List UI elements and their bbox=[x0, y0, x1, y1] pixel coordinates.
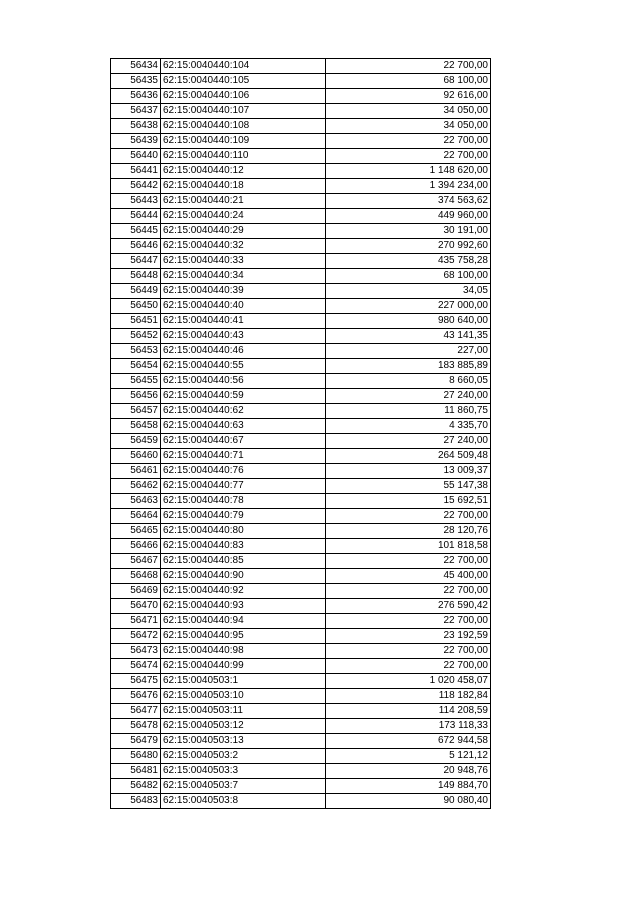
table-row bbox=[111, 59, 491, 74]
cadastral-number-cell: 62:15:0040440:90 bbox=[161, 569, 326, 584]
cadastral-value-cell: 4 335,70 bbox=[326, 419, 491, 434]
row-number-cell: 56468 bbox=[111, 569, 161, 584]
row-number-cell: 56463 bbox=[111, 494, 161, 509]
row-number-cell: 56462 bbox=[111, 479, 161, 494]
table-row bbox=[111, 269, 491, 284]
row-number-cell: 56456 bbox=[111, 389, 161, 404]
row-number-cell: 56482 bbox=[111, 779, 161, 794]
cadastral-value-cell: 22 700,00 bbox=[326, 659, 491, 674]
cadastral-number-cell: 62:15:0040440:46 bbox=[161, 344, 326, 359]
cadastral-value-cell: 1 020 458,07 bbox=[326, 674, 491, 689]
cadastral-number-cell: 62:15:0040440:98 bbox=[161, 644, 326, 659]
cadastral-number-cell: 62:15:0040440:34 bbox=[161, 269, 326, 284]
row-number-cell: 56449 bbox=[111, 284, 161, 299]
row-number-cell: 56478 bbox=[111, 719, 161, 734]
table-row bbox=[111, 794, 491, 809]
cadastral-value-cell: 43 141,35 bbox=[326, 329, 491, 344]
row-number-cell: 56481 bbox=[111, 764, 161, 779]
table-row bbox=[111, 299, 491, 314]
row-number-cell: 56476 bbox=[111, 689, 161, 704]
cadastral-number-cell: 62:15:0040440:63 bbox=[161, 419, 326, 434]
cadastral-value-cell: 22 700,00 bbox=[326, 644, 491, 659]
cadastral-number-cell: 62:15:0040503:10 bbox=[161, 689, 326, 704]
table-row bbox=[111, 494, 491, 509]
row-number-cell: 56459 bbox=[111, 434, 161, 449]
row-number-cell: 56447 bbox=[111, 254, 161, 269]
row-number-cell: 56450 bbox=[111, 299, 161, 314]
row-number-cell: 56435 bbox=[111, 74, 161, 89]
table-row bbox=[111, 359, 491, 374]
table-row bbox=[111, 344, 491, 359]
row-number-cell: 56469 bbox=[111, 584, 161, 599]
row-number-cell: 56479 bbox=[111, 734, 161, 749]
row-number-cell: 56438 bbox=[111, 119, 161, 134]
cadastral-value-cell: 30 191,00 bbox=[326, 224, 491, 239]
row-number-cell: 56455 bbox=[111, 374, 161, 389]
cadastral-value-cell: 34 050,00 bbox=[326, 119, 491, 134]
row-number-cell: 56442 bbox=[111, 179, 161, 194]
table-row bbox=[111, 749, 491, 764]
table-row bbox=[111, 674, 491, 689]
table-row bbox=[111, 719, 491, 734]
cadastral-number-cell: 62:15:0040440:62 bbox=[161, 404, 326, 419]
table-row bbox=[111, 419, 491, 434]
table-row bbox=[111, 374, 491, 389]
row-number-cell: 56441 bbox=[111, 164, 161, 179]
cadastral-value-cell: 22 700,00 bbox=[326, 134, 491, 149]
row-number-cell: 56470 bbox=[111, 599, 161, 614]
table-row bbox=[111, 134, 491, 149]
table-row bbox=[111, 404, 491, 419]
cadastral-value-cell: 270 992,60 bbox=[326, 239, 491, 254]
cadastral-number-cell: 62:15:0040440:59 bbox=[161, 389, 326, 404]
cadastral-value-cell: 20 948,76 bbox=[326, 764, 491, 779]
table-row bbox=[111, 74, 491, 89]
cadastral-number-cell: 62:15:0040440:40 bbox=[161, 299, 326, 314]
table-row bbox=[111, 704, 491, 719]
cadastral-value-cell: 149 884,70 bbox=[326, 779, 491, 794]
cadastral-number-cell: 62:15:0040440:29 bbox=[161, 224, 326, 239]
table-row bbox=[111, 539, 491, 554]
cadastral-number-cell: 62:15:0040440:107 bbox=[161, 104, 326, 119]
cadastral-number-cell: 62:15:0040440:104 bbox=[161, 59, 326, 74]
cadastral-value-cell: 264 509,48 bbox=[326, 449, 491, 464]
row-number-cell: 56467 bbox=[111, 554, 161, 569]
cadastral-value-cell: 15 692,51 bbox=[326, 494, 491, 509]
cadastral-number-cell: 62:15:0040440:33 bbox=[161, 254, 326, 269]
table-row bbox=[111, 599, 491, 614]
cadastral-value-cell: 28 120,76 bbox=[326, 524, 491, 539]
cadastral-number-cell: 62:15:0040503:11 bbox=[161, 704, 326, 719]
cadastral-value-cell: 1 148 620,00 bbox=[326, 164, 491, 179]
row-number-cell: 56473 bbox=[111, 644, 161, 659]
cadastral-value-cell: 374 563,62 bbox=[326, 194, 491, 209]
cadastral-number-cell: 62:15:0040440:95 bbox=[161, 629, 326, 644]
cadastral-value-cell: 101 818,58 bbox=[326, 539, 491, 554]
table-row bbox=[111, 284, 491, 299]
row-number-cell: 56451 bbox=[111, 314, 161, 329]
table-row bbox=[111, 254, 491, 269]
cadastral-value-cell: 672 944,58 bbox=[326, 734, 491, 749]
row-number-cell: 56480 bbox=[111, 749, 161, 764]
row-number-cell: 56445 bbox=[111, 224, 161, 239]
cadastral-number-cell: 62:15:0040503:13 bbox=[161, 734, 326, 749]
cadastral-number-cell: 62:15:0040440:32 bbox=[161, 239, 326, 254]
cadastral-number-cell: 62:15:0040440:94 bbox=[161, 614, 326, 629]
cadastral-number-cell: 62:15:0040440:18 bbox=[161, 179, 326, 194]
cadastral-number-cell: 62:15:0040440:78 bbox=[161, 494, 326, 509]
cadastral-number-cell: 62:15:0040440:24 bbox=[161, 209, 326, 224]
row-number-cell: 56474 bbox=[111, 659, 161, 674]
table-row bbox=[111, 239, 491, 254]
cadastral-number-cell: 62:15:0040440:77 bbox=[161, 479, 326, 494]
cadastral-number-cell: 62:15:0040440:12 bbox=[161, 164, 326, 179]
row-number-cell: 56465 bbox=[111, 524, 161, 539]
cadastral-value-cell: 22 700,00 bbox=[326, 509, 491, 524]
cadastral-value-cell: 23 192,59 bbox=[326, 629, 491, 644]
row-number-cell: 56436 bbox=[111, 89, 161, 104]
cadastral-number-cell: 62:15:0040440:99 bbox=[161, 659, 326, 674]
cadastral-number-cell: 62:15:0040440:93 bbox=[161, 599, 326, 614]
cadastral-value-cell: 449 960,00 bbox=[326, 209, 491, 224]
table-row bbox=[111, 329, 491, 344]
cadastral-number-cell: 62:15:0040440:79 bbox=[161, 509, 326, 524]
cadastral-number-cell: 62:15:0040503:2 bbox=[161, 749, 326, 764]
table-row bbox=[111, 689, 491, 704]
cadastral-number-cell: 62:15:0040440:106 bbox=[161, 89, 326, 104]
cadastral-value-cell: 5 121,12 bbox=[326, 749, 491, 764]
cadastral-value-table bbox=[110, 58, 491, 809]
table-row bbox=[111, 164, 491, 179]
row-number-cell: 56460 bbox=[111, 449, 161, 464]
table-row bbox=[111, 194, 491, 209]
row-number-cell: 56475 bbox=[111, 674, 161, 689]
cadastral-number-cell: 62:15:0040440:56 bbox=[161, 374, 326, 389]
cadastral-number-cell: 62:15:0040440:85 bbox=[161, 554, 326, 569]
table-row bbox=[111, 614, 491, 629]
table-row bbox=[111, 509, 491, 524]
table-row bbox=[111, 779, 491, 794]
row-number-cell: 56472 bbox=[111, 629, 161, 644]
cadastral-value-cell: 227 000,00 bbox=[326, 299, 491, 314]
cadastral-value-cell: 27 240,00 bbox=[326, 389, 491, 404]
cadastral-value-cell: 34 050,00 bbox=[326, 104, 491, 119]
cadastral-number-cell: 62:15:0040440:80 bbox=[161, 524, 326, 539]
row-number-cell: 56437 bbox=[111, 104, 161, 119]
row-number-cell: 56440 bbox=[111, 149, 161, 164]
row-number-cell: 56452 bbox=[111, 329, 161, 344]
cadastral-value-cell: 8 660,05 bbox=[326, 374, 491, 389]
cadastral-number-cell: 62:15:0040440:71 bbox=[161, 449, 326, 464]
cadastral-value-cell: 90 080,40 bbox=[326, 794, 491, 809]
cadastral-value-cell: 114 208,59 bbox=[326, 704, 491, 719]
row-number-cell: 56434 bbox=[111, 59, 161, 74]
table-row bbox=[111, 644, 491, 659]
cadastral-value-cell: 68 100,00 bbox=[326, 269, 491, 284]
table-row bbox=[111, 449, 491, 464]
cadastral-value-cell: 118 182,84 bbox=[326, 689, 491, 704]
table-row bbox=[111, 659, 491, 674]
row-number-cell: 56444 bbox=[111, 209, 161, 224]
cadastral-value-cell: 55 147,38 bbox=[326, 479, 491, 494]
cadastral-number-cell: 62:15:0040503:7 bbox=[161, 779, 326, 794]
row-number-cell: 56477 bbox=[111, 704, 161, 719]
cadastral-number-cell: 62:15:0040503:8 bbox=[161, 794, 326, 809]
cadastral-value-cell: 183 885,89 bbox=[326, 359, 491, 374]
cadastral-number-cell: 62:15:0040440:21 bbox=[161, 194, 326, 209]
cadastral-value-cell: 68 100,00 bbox=[326, 74, 491, 89]
cadastral-value-cell: 227,00 bbox=[326, 344, 491, 359]
cadastral-value-cell: 45 400,00 bbox=[326, 569, 491, 584]
row-number-cell: 56454 bbox=[111, 359, 161, 374]
table-row bbox=[111, 89, 491, 104]
cadastral-number-cell: 62:15:0040440:108 bbox=[161, 119, 326, 134]
cadastral-value-cell: 276 590,42 bbox=[326, 599, 491, 614]
row-number-cell: 56466 bbox=[111, 539, 161, 554]
table-row bbox=[111, 104, 491, 119]
table-row bbox=[111, 569, 491, 584]
row-number-cell: 56443 bbox=[111, 194, 161, 209]
cadastral-value-cell: 22 700,00 bbox=[326, 554, 491, 569]
table-row bbox=[111, 584, 491, 599]
table-row bbox=[111, 434, 491, 449]
table-row bbox=[111, 734, 491, 749]
row-number-cell: 56458 bbox=[111, 419, 161, 434]
cadastral-number-cell: 62:15:0040440:109 bbox=[161, 134, 326, 149]
table-row bbox=[111, 629, 491, 644]
table-row bbox=[111, 389, 491, 404]
row-number-cell: 56448 bbox=[111, 269, 161, 284]
table-row bbox=[111, 314, 491, 329]
table-row bbox=[111, 479, 491, 494]
table-row bbox=[111, 119, 491, 134]
cadastral-number-cell: 62:15:0040440:41 bbox=[161, 314, 326, 329]
cadastral-value-cell: 11 860,75 bbox=[326, 404, 491, 419]
cadastral-value-cell: 22 700,00 bbox=[326, 149, 491, 164]
cadastral-value-cell: 27 240,00 bbox=[326, 434, 491, 449]
table-row bbox=[111, 179, 491, 194]
table-row bbox=[111, 209, 491, 224]
cadastral-value-cell: 1 394 234,00 bbox=[326, 179, 491, 194]
table-row bbox=[111, 764, 491, 779]
row-number-cell: 56446 bbox=[111, 239, 161, 254]
cadastral-number-cell: 62:15:0040440:83 bbox=[161, 539, 326, 554]
cadastral-value-cell: 435 758,28 bbox=[326, 254, 491, 269]
row-number-cell: 56483 bbox=[111, 794, 161, 809]
row-number-cell: 56457 bbox=[111, 404, 161, 419]
table-row bbox=[111, 224, 491, 239]
cadastral-number-cell: 62:15:0040440:105 bbox=[161, 74, 326, 89]
cadastral-value-cell: 980 640,00 bbox=[326, 314, 491, 329]
row-number-cell: 56453 bbox=[111, 344, 161, 359]
cadastral-number-cell: 62:15:0040440:76 bbox=[161, 464, 326, 479]
row-number-cell: 56461 bbox=[111, 464, 161, 479]
table-row bbox=[111, 149, 491, 164]
cadastral-number-cell: 62:15:0040440:43 bbox=[161, 329, 326, 344]
cadastral-value-cell: 34,05 bbox=[326, 284, 491, 299]
table-body bbox=[111, 59, 491, 809]
cadastral-number-cell: 62:15:0040440:67 bbox=[161, 434, 326, 449]
cadastral-value-cell: 173 118,33 bbox=[326, 719, 491, 734]
cadastral-value-cell: 13 009,37 bbox=[326, 464, 491, 479]
cadastral-number-cell: 62:15:0040440:39 bbox=[161, 284, 326, 299]
cadastral-number-cell: 62:15:0040503:3 bbox=[161, 764, 326, 779]
row-number-cell: 56439 bbox=[111, 134, 161, 149]
table-row bbox=[111, 554, 491, 569]
cadastral-value-cell: 22 700,00 bbox=[326, 584, 491, 599]
cadastral-value-cell: 92 616,00 bbox=[326, 89, 491, 104]
table-row bbox=[111, 464, 491, 479]
cadastral-number-cell: 62:15:0040440:110 bbox=[161, 149, 326, 164]
cadastral-number-cell: 62:15:0040440:55 bbox=[161, 359, 326, 374]
cadastral-number-cell: 62:15:0040503:1 bbox=[161, 674, 326, 689]
cadastral-number-cell: 62:15:0040503:12 bbox=[161, 719, 326, 734]
cadastral-value-cell: 22 700,00 bbox=[326, 59, 491, 74]
cadastral-number-cell: 62:15:0040440:92 bbox=[161, 584, 326, 599]
row-number-cell: 56471 bbox=[111, 614, 161, 629]
table-row bbox=[111, 524, 491, 539]
cadastral-value-cell: 22 700,00 bbox=[326, 614, 491, 629]
row-number-cell: 56464 bbox=[111, 509, 161, 524]
